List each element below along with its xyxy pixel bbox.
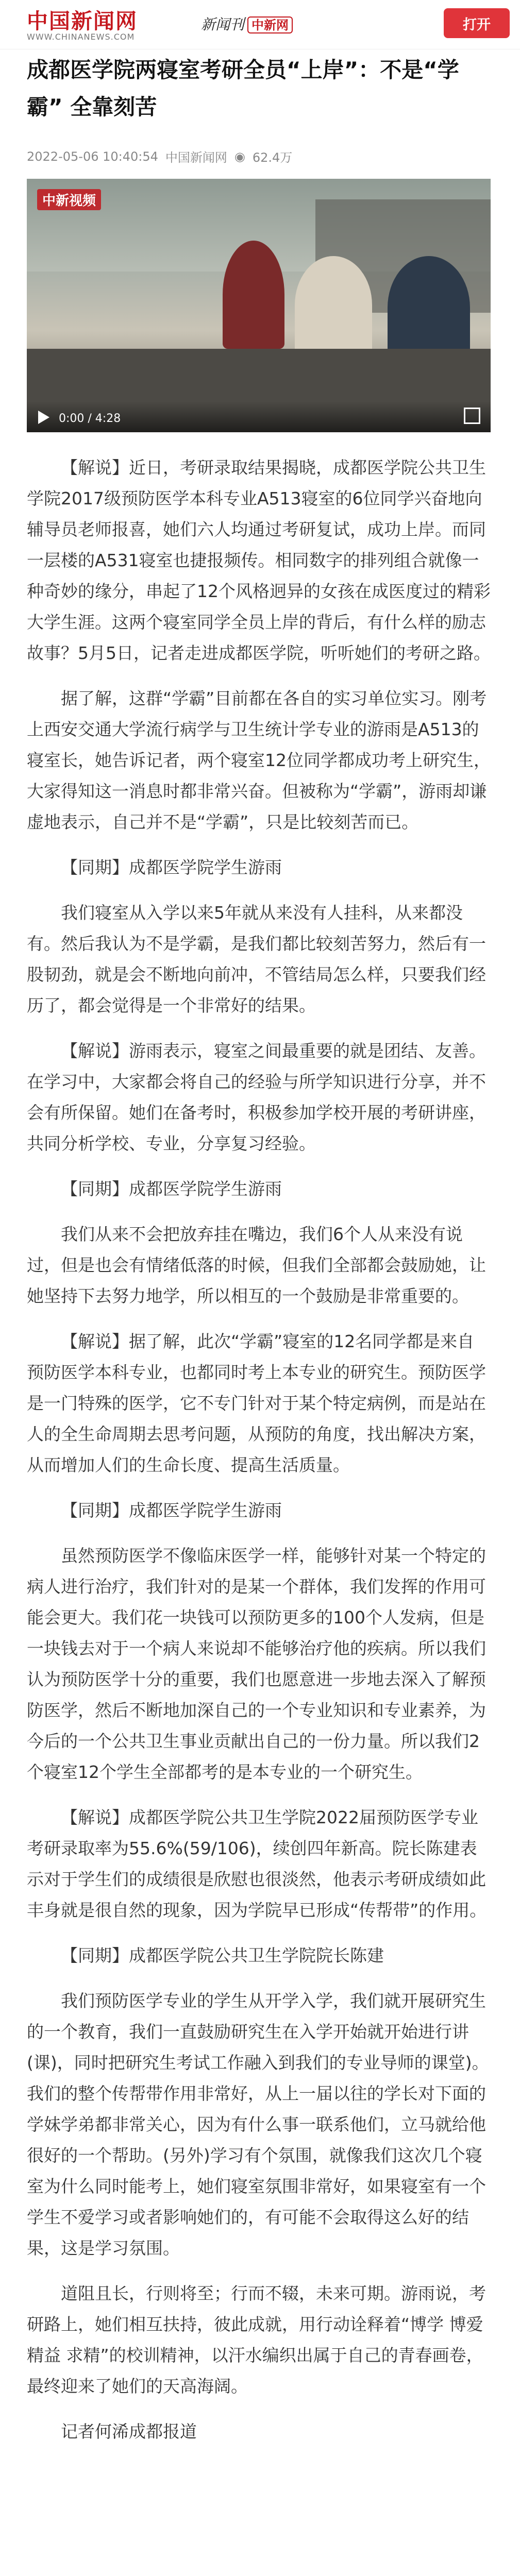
video-player[interactable]: [27, 179, 491, 432]
article-source: 中国新闻网: [165, 150, 227, 165]
app-logo-text: 新闻刊: [201, 16, 245, 33]
article-body: [27, 452, 491, 2462]
video-frame-person: [223, 241, 284, 349]
publish-date: 2022-05-06 10:40:54: [27, 149, 158, 164]
chinanews-logo[interactable]: 中国新闻网: [27, 9, 138, 33]
app-logo-badge: 中新网: [247, 16, 293, 33]
video-source-tag: 中新视频: [37, 189, 101, 210]
video-frame-person: [388, 256, 470, 359]
paragraph: 我们预防医学专业的学生从开学入学，我们就开展研究生的一个教育，我们一直鼓励研究生在入学开始就开始进行讲(课)，同时把研究生考试工作融入到我们的专业导师的课堂)。我们的整个传帮带作用非常好，从上一届以往的学长对下面的学妹学弟都非常关心，因为有什么事一联系他们，立马就给他很好的一个帮助。(另外)学习有个氛围，就像我们这次几个寝室为什么同时能考上，她们寝室氛围非常好，如果寝室有一个学生不爱学习或者影响她们的，有可能不会取得这么好的结果，这是学习氛围。: [27, 1991, 489, 2258]
views-count: 62.4万: [252, 150, 293, 165]
paragraph: 【同期】成都医学院学生游雨: [61, 857, 282, 877]
views-icon: ◉: [234, 149, 245, 164]
video-controls: [27, 401, 491, 432]
article-title: 成都医学院两寝室考研全员“上岸”：不是“学霸” 全靠刻苦: [27, 57, 459, 120]
paragraph: 【解说】近日，考研录取结果揭晓，成都医学院公共卫生学院2017级预防医学本科专业A513寝室的6位同学兴奋地向辅导员老师报喜，她们六人均通过考研复试，成功上岸。而同一层楼的A531寝室也捷报频传。相同数字的排列组合就像一种奇妙的缘分，串起了12个风格迥异的女孩在成医度过的精彩大学生涯。这两个寝室同学全员上岸的背后，有什么样的励志故事？5月5日，记者走进成都医学院，听听她们的考研之路。: [27, 457, 491, 663]
paragraph: 【同期】成都医学院学生游雨: [61, 1179, 282, 1199]
paragraph: 道阻且长，行则将至；行而不辍，未来可期。游雨说，考研路上，她们相互扶持，彼此成就，用行动诠释着“博学 博爱 精益 求精”的校训精神，以汗水编织出属于自己的青春画卷，最终迎来了她们的天高海阔。: [27, 2283, 486, 2396]
app-logo: [201, 13, 293, 34]
fullscreen-icon[interactable]: [464, 408, 480, 424]
top-bar: [0, 0, 520, 49]
paragraph: 【解说】成都医学院公共卫生学院2022届预防医学专业考研录取率为55.6%(59/106)，续创四年新高。院长陈建表示对于学生们的成绩很是欣慰也很淡然，他表示考研成绩如此丰身就是很自然的现象，因为学院早已形成“传帮带”的作用。: [27, 1807, 487, 1920]
video-time: 0:00 / 4:28: [59, 412, 121, 425]
paragraph: 【同期】成都医学院公共卫生学院院长陈建: [61, 1945, 384, 1965]
paragraph: 我们从来不会把放弃挂在嘴边，我们6个人从来没有说过，但是也会有情绪低落的时候，但我们全部都会鼓励她，让她坚持下去努力地学，所以相互的一个鼓励是非常重要的。: [27, 1224, 486, 1306]
chinanews-logo-url: WWW.CHINANEWS.COM: [27, 32, 135, 42]
paragraph: 【解说】游雨表示，寝室之间最重要的就是团结、友善。在学习中，大家都会将自己的经验与所学知识进行分享，并不会有所保留。她们在备考时，积极参加学校开展的考研讲座，共同分析学校、专业，分享复习经验。: [27, 1041, 486, 1154]
paragraph: 据了解，这群“学霸”目前都在各自的实习单位实习。刚考上西安交通大学流行病学与卫生统计学专业的游雨是A513的寝室长，她告诉记者，两个寝室12位同学都成功考上研究生，大家得知这一消息时都非常兴奋。但被称为“学霸”，游雨却谦虚地表示，自己并不是“学霸”，只是比较刻苦而已。: [27, 688, 491, 832]
paragraph: 虽然预防医学不像临床医学一样，能够针对某一个特定的病人进行治疗，我们针对的是某一个群体，我们发挥的作用可能会更大。我们花一块钱可以预防更多的100个人发病，但是一块钱去对于一个病人来说却不能够治疗他的疾病。所以我们认为预防医学十分的重要，我们也愿意进一步地去深入了解预防医学，然后不断地加深自己的一个专业知识和专业素养，为今后的一个公共卫生事业贡献出自己的一份力量。所以我们2个寝室12个学生全部都考的是本专业的一个研究生。: [27, 1546, 486, 1782]
open-app-button[interactable]: 打开: [444, 8, 510, 38]
article-meta: [27, 147, 292, 165]
video-frame-person: [295, 256, 372, 354]
play-icon[interactable]: [38, 411, 49, 424]
paragraph: 【解说】据了解，此次“学霸”寝室的12名同学都是来自预防医学本科专业，也都同时考上本专业的研究生。预防医学是一门特殊的医学，它不专门针对于某个特定病例，而是站在人的全生命周期去思考问题，从预防的角度，找出解决方案，从而增加人们的生命长度、提高生活质量。: [27, 1331, 486, 1475]
paragraph: 【同期】成都医学院学生游雨: [61, 1500, 282, 1520]
reporter-credit: 记者何浠成都报道: [61, 2421, 197, 2442]
paragraph: 我们寝室从入学以来5年就从来没有人挂科，从来都没有。然后我认为不是学霸，是我们都比较刻苦努力，然后有一股韧劲，就是会不断地向前冲，不管结局怎么样，只要我们经历了，都会觉得是一个非常好的结果。: [27, 903, 486, 1015]
